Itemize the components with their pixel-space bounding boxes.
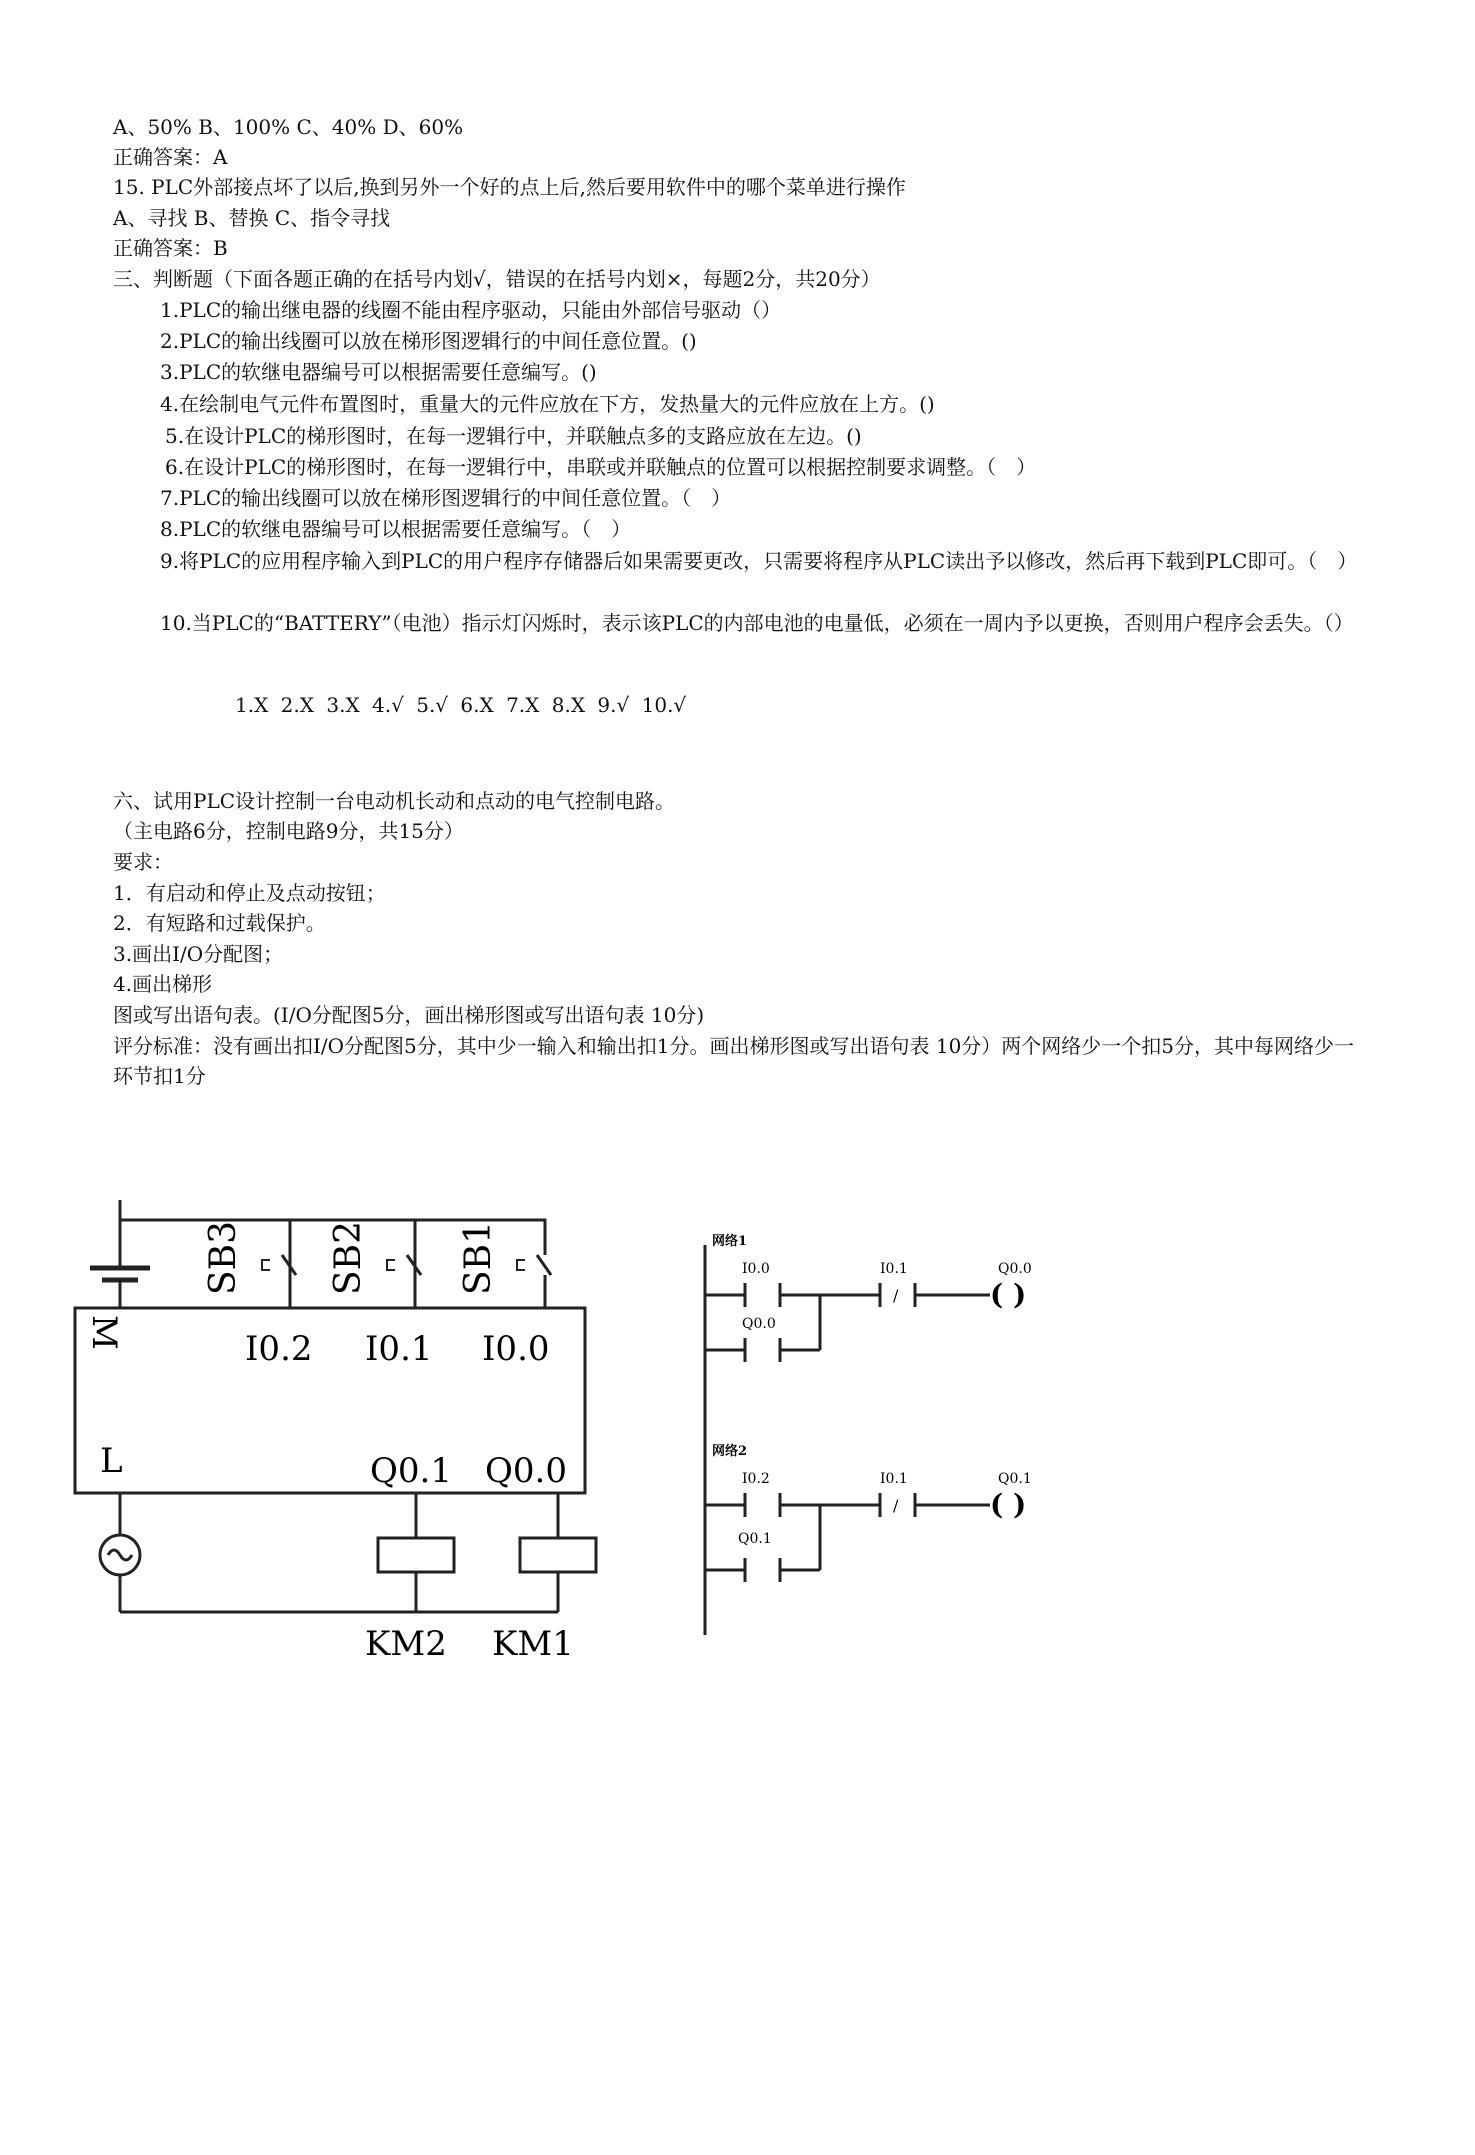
network-2-nc-mark: / bbox=[893, 1496, 899, 1515]
input-label-i01: I0.1 bbox=[365, 1329, 433, 1369]
judge-answers: 1.X 2.X 3.X 4.√ 5.√ 6.X 7.X 8.X 9.√ 10.√ bbox=[235, 693, 687, 717]
button-label-sb1: SB1 bbox=[458, 1220, 499, 1295]
q15-question: 15. PLC外部接点坏了以后,换到另外一个好的点上后,然后要用软件中的哪个菜单进行操作 bbox=[113, 175, 906, 199]
requirement-1: 1．有启动和停止及点动按钮； bbox=[113, 881, 386, 905]
coil-label-km1: KM1 bbox=[492, 1624, 574, 1664]
input-label-i02: I0.2 bbox=[245, 1329, 313, 1369]
network-1-title: 网络1 bbox=[712, 1234, 748, 1249]
network-2-hold-contact-label: Q0.1 bbox=[738, 1531, 772, 1547]
judge-item-10: 10.当PLC的“BATTERY”（电池）指示灯闪烁时，表示该PLC的内部电池的电量低，必须在一周内予以更换，否则用户程序会丢失。（） bbox=[160, 611, 1354, 635]
network-2-title: 网络2 bbox=[712, 1444, 748, 1459]
judge-item-3: 3.PLC的软继电器编号可以根据需要任意编写。() bbox=[160, 360, 597, 384]
section3-heading: 三、判断题（下面各题正确的在括号内划√，错误的在括号内划×，每题2分，共20分） bbox=[113, 267, 881, 291]
judge-item-2: 2.PLC的输出线圈可以放在梯形图逻辑行的中间任意位置。() bbox=[160, 329, 697, 353]
judge-item-5: 5.在设计PLC的梯形图时，在每一逻辑行中，并联触点多的支路应放在左边。() bbox=[165, 424, 862, 448]
output-label-q00: Q0.0 bbox=[485, 1451, 567, 1491]
judge-item-1: 1.PLC的输出继电器的线圈不能由程序驱动，只能由外部信号驱动（） bbox=[160, 298, 782, 322]
requirement-4: 4.画出梯形 bbox=[113, 972, 213, 996]
judge-item-6: 6.在设计PLC的梯形图时，在每一逻辑行中，串联或并联触点的位置可以根据控制要求调整。（ ） bbox=[165, 455, 1037, 479]
coil-label-km2: KM2 bbox=[365, 1624, 447, 1664]
q15-options: A、寻找 B、替换 C、指令寻找 bbox=[113, 206, 391, 230]
judge-item-4: 4.在绘制电气元件布置图时，重量大的元件应放在下方，发热量大的元件应放在上方。() bbox=[160, 392, 935, 416]
q14-options: A、50% B、100% C、40% D、60% bbox=[113, 115, 464, 139]
network-1-coil: ( ) bbox=[990, 1278, 1027, 1311]
section6-heading: 六、试用PLC设计控制一台电动机长动和点动的电气控制电路。 bbox=[113, 789, 676, 813]
q15-answer: 正确答案：B bbox=[113, 236, 228, 260]
network-2-contact-1-label: I0.2 bbox=[742, 1471, 770, 1487]
network-1-hold-contact-label: Q0.0 bbox=[742, 1316, 776, 1332]
requirement-2: 2．有短路和过载保护。 bbox=[113, 911, 326, 935]
button-label-sb2: SB2 bbox=[328, 1220, 369, 1295]
network-1-contact-1-label: I0.0 bbox=[742, 1261, 770, 1277]
input-label-i00: I0.0 bbox=[482, 1329, 550, 1369]
m-terminal-label: M bbox=[84, 1315, 124, 1350]
button-label-sb3: SB3 bbox=[203, 1220, 244, 1295]
q14-answer: 正确答案：A bbox=[113, 145, 228, 169]
network-2-contact-2-label: I0.1 bbox=[880, 1471, 908, 1487]
l-terminal-label: L bbox=[100, 1441, 123, 1481]
network-1-contact-2-label: I0.1 bbox=[880, 1261, 908, 1277]
output-label-q01: Q0.1 bbox=[370, 1451, 452, 1491]
judge-item-8: 8.PLC的软继电器编号可以根据需要任意编写。（ ） bbox=[160, 517, 632, 541]
network-1-coil-label: Q0.0 bbox=[998, 1261, 1032, 1277]
requirement-3: 3.画出I/O分配图； bbox=[113, 942, 284, 966]
judge-item-7: 7.PLC的输出线圈可以放在梯形图逻辑行的中间任意位置。（ ） bbox=[160, 486, 732, 510]
section6-score: （主电路6分，控制电路9分，共15分） bbox=[113, 819, 464, 843]
requirement-continued: 图或写出语句表。(I/O分配图5分，画出梯形图或写出语句表 10分) bbox=[113, 1003, 705, 1027]
judge-item-9: 9.将PLC的应用程序输入到PLC的用户程序存储器后如果需要更改，只需要将程序从PLC读出予以修改，然后再下载到PLC即可。（ ） bbox=[160, 549, 1358, 573]
network-1-nc-mark: / bbox=[893, 1286, 899, 1305]
network-2-coil-label: Q0.1 bbox=[998, 1471, 1032, 1487]
ladder-diagram bbox=[690, 1225, 1090, 1645]
io-assignment-diagram bbox=[60, 1200, 620, 1670]
requirements-label: 要求： bbox=[113, 850, 173, 874]
network-2-coil: ( ) bbox=[990, 1488, 1027, 1521]
grading-criteria: 评分标准：没有画出扣I/O分配图5分，其中少一输入和输出扣1分。画出梯形图或写出语句表 10分）两个网络少一个扣5分，其中每网络少一环节扣1分 bbox=[113, 1034, 1355, 1088]
